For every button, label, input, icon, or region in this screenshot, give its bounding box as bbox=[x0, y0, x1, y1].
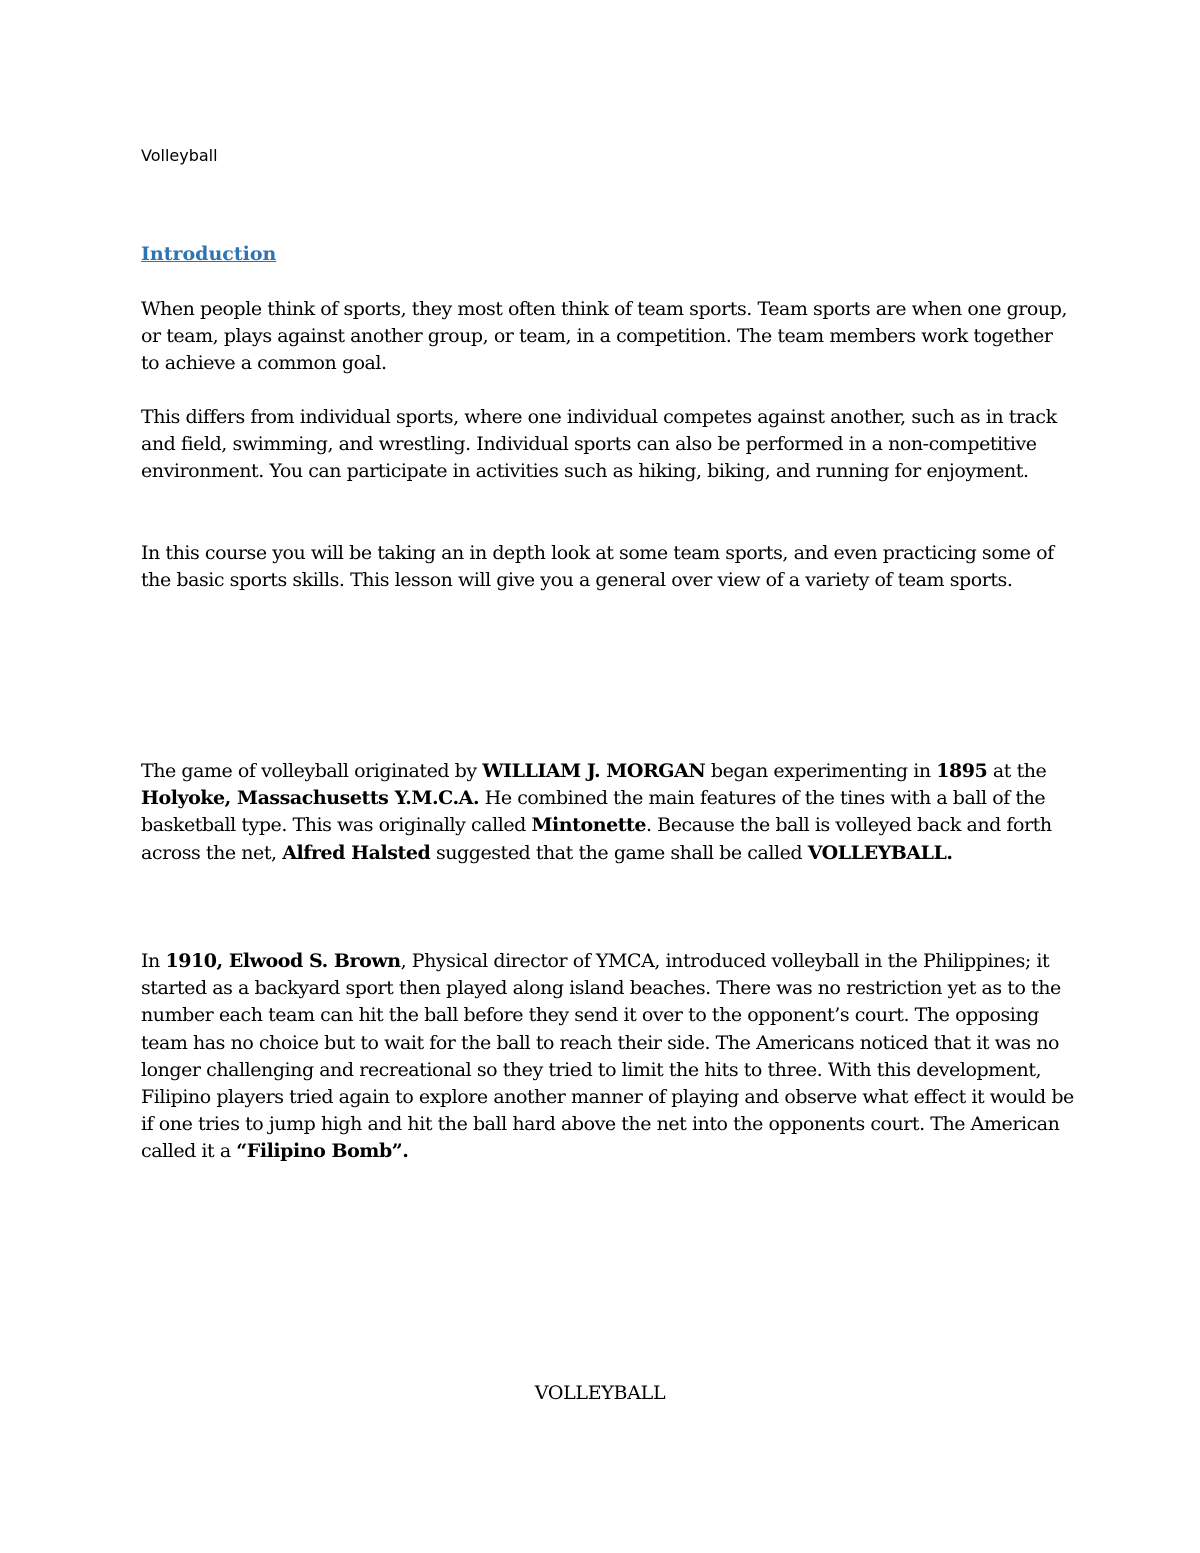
history-text-4: He combined the main features of the tines with a ball of the basketball type. This was originally called bbox=[141, 787, 1046, 837]
history-text-5: . Because the ball is volleyed back and forth across the net, bbox=[141, 814, 1052, 864]
history-bold-volleyball: VOLLEYBALL. bbox=[807, 841, 953, 864]
history-text-1: The game of volleyball originated by bbox=[141, 760, 483, 782]
document-title: Volleyball bbox=[141, 146, 218, 165]
philippines-bold-brown: 1910, Elwood S. Brown bbox=[165, 950, 401, 972]
history-bold-year: 1895 bbox=[936, 760, 988, 782]
introduction-heading: Introduction bbox=[141, 243, 277, 265]
intro-paragraph-1: When people think of sports, they most often think of team sports. Team sports are when one group, or team, plays against another group, or team, in a competition. The team members work together to achieve a common goal. bbox=[141, 298, 1067, 375]
history-text-3: at the bbox=[987, 760, 1047, 782]
history-text-2: began experimenting in bbox=[705, 760, 937, 782]
philippines-bold-bomb: “Filipino Bomb”. bbox=[236, 1140, 409, 1163]
history-bold-halsted: Alfred Halsted bbox=[282, 841, 431, 864]
philippines-text-1: In bbox=[141, 950, 166, 972]
volleyball-section-title: VOLLEYBALL bbox=[534, 1382, 666, 1404]
history-bold-mintonette: Mintonette bbox=[531, 814, 646, 837]
intro-paragraph-2: This differs from individual sports, where one individual competes against another, such as in track and field, swimming, and wrestling. Individual sports can also be performed in a non-competitive environment. You can participate in activities such as hiking, biking, and running for enjoyment. bbox=[141, 406, 1057, 483]
intro-paragraph-3: In this course you will be taking an in depth look at some team sports, and even practicing some of the basic sports skills. This lesson will give you a general over view of a variety of team sports. bbox=[141, 542, 1054, 592]
philippines-text-2: , Physical director of YMCA, introduced volleyball in the Philippines; it started as a backyard sport then played along island beaches. There was no restriction yet as to the number each team can hit the ball before they send it over to the opponent’s court. The opposing team has no choice but to wait for the ball to reach their side. The Americans noticed that it was no longer challenging and recreational so they tried to limit the hits to three. With this development, Filipino players tried again to explore another manner of playing and observe what effect it would be if one tries to jump high and hit the ball hard above the net into the opponents court. The American called it a bbox=[141, 950, 1074, 1163]
history-paragraph bbox=[141, 758, 1076, 867]
philippines-paragraph bbox=[141, 948, 1076, 1166]
history-bold-morgan: WILLIAM J. MORGAN bbox=[482, 760, 706, 782]
history-text-6: suggested that the game shall be called bbox=[430, 841, 808, 864]
history-bold-holyoke: Holyoke, Massachusetts Y.M.C.A. bbox=[141, 787, 480, 810]
